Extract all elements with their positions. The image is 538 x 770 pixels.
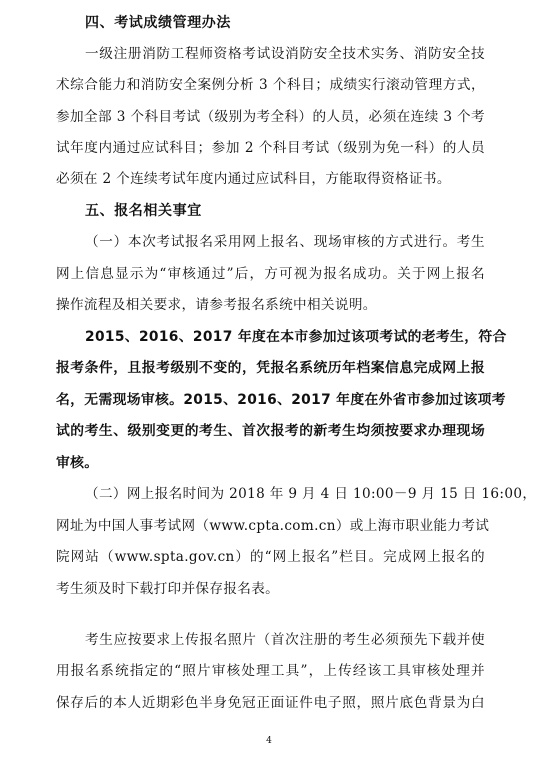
- paragraph-line: 网址为中国人事考试网（www.cpta.com.cn）或上海市职业能力考试: [56, 518, 490, 534]
- bold-paragraph-line: 2015、2016、2017 年度在本市参加过该项考试的老考生，符合: [85, 329, 507, 345]
- paragraph-line: 参加全部 3 个科目考试（级别为考全科）的人员，必须在连续 3 个考: [56, 109, 485, 125]
- paragraph-line: 用报名系统指定的“照片审核处理工具”，上传经该工具审核处理并: [56, 663, 485, 679]
- bold-paragraph-line: 审核。: [56, 455, 99, 471]
- paragraph-line: 操作流程及相关要求，请参考报名系统中相关说明。: [56, 297, 377, 313]
- paragraph-line: 必须在 2 个连续考试年度内通过应试科目，方能取得资格证书。: [56, 171, 451, 187]
- paragraph-line: 保存后的本人近期彩色半身免冠正面证件电子照，照片底色背景为白: [56, 695, 485, 711]
- paragraph-line: 院网站（www.spta.gov.cn）的“网上报名”栏目。完成网上报名的: [56, 549, 485, 565]
- section-5-heading: 五、报名相关事宜: [85, 203, 202, 219]
- paragraph-line: 试年度内通过应试科目；参加 2 个科目考试（级别为免一科）的人员: [56, 140, 485, 156]
- paragraph-line: 术综合能力和消防安全案例分析 3 个科目；成绩实行滚动管理方式，: [56, 77, 485, 93]
- paragraph-line: 考生应按要求上传报名照片（首次注册的考生必须预先下载并使: [85, 632, 485, 648]
- paragraph-line: 考生须及时下载打印并保存报名表。: [56, 581, 280, 597]
- bold-paragraph-line: 试的考生、级别变更的考生、首次报考的新考生均须按要求办理现场: [56, 423, 485, 439]
- section-4-heading: 四、考试成绩管理办法: [85, 15, 231, 31]
- paragraph-line: （二）网上报名时间为 2018 年 9 月 4 日 10:00－9 月 15 日 16:00，: [85, 486, 537, 502]
- bold-paragraph-line: 报考条件，且报考级别不变的，凭报名系统历年档案信息完成网上报: [56, 360, 485, 376]
- page-number: 4: [266, 736, 272, 746]
- paragraph-line: 网上信息显示为“审核通过”后，方可视为报名成功。关于网上报名: [56, 266, 485, 282]
- paragraph-line: 一级注册消防工程师资格考试设消防安全技术实务、消防安全技: [85, 46, 485, 62]
- bold-paragraph-line: 名，无需现场审核。2015、2016、2017 年度在外省市参加过该项考: [56, 392, 506, 408]
- paragraph-line: （一）本次考试报名采用网上报名、现场审核的方式进行。考生: [85, 234, 485, 250]
